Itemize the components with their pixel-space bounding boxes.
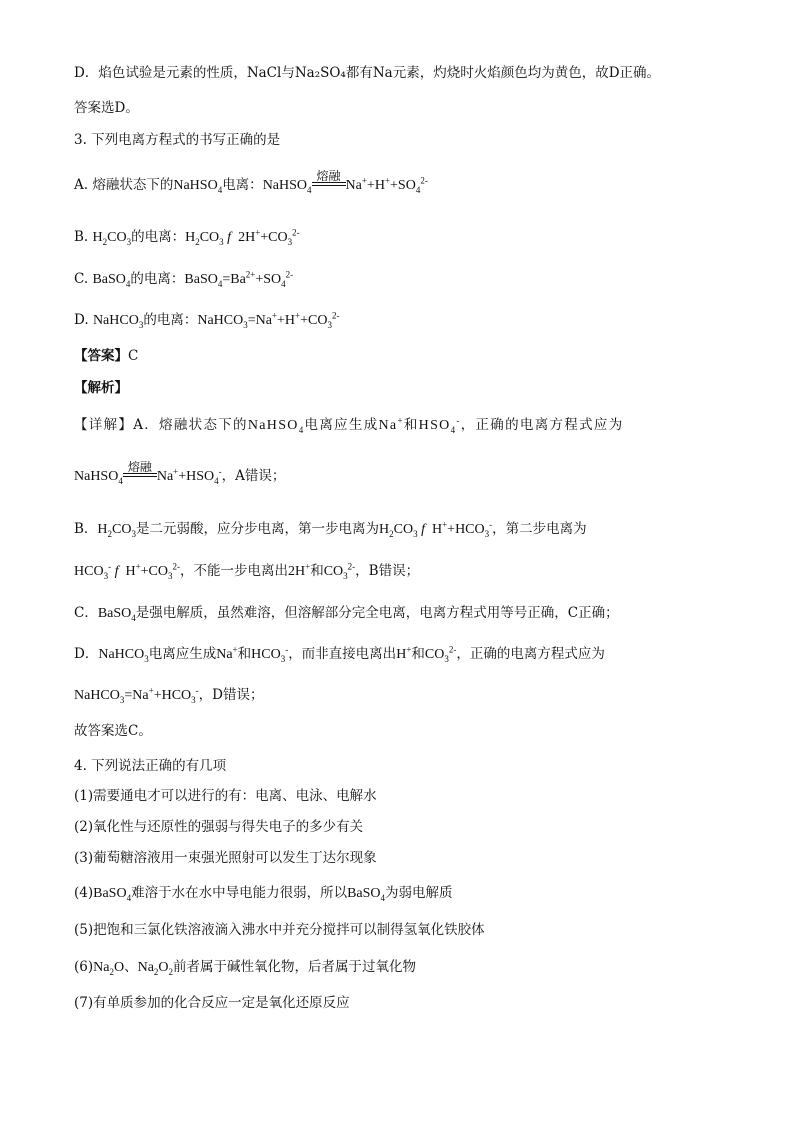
detail-d: D．NaHCO$_3$电离应生成Na+和$HCO_3^-$，而非直接电离出H+和$CO_3^{2-}$，正确的电离方程式应为 [74,644,605,664]
conclusion: 故答案选C。 [74,723,152,739]
question-3: 3. 下列电离方程式的书写正确的是 [74,132,281,148]
statement-3: (3)葡萄糖溶液用一束强光照射可以发生丁达尔现象 [74,850,377,866]
detail-c: C．BaSO$_4$是强电解质，虽然难溶，但溶解部分完全电离，电离方程式用等号正确，C正确； [74,605,619,623]
statement-2: (2)氧化性与还原性的强弱与得失电子的多少有关 [74,819,364,835]
text-line: 答案选D。 [74,100,139,116]
option-c: C. BaSO$_4$的电离：$BaSO_4=Ba^{2+}+SO_4^{2-}$ [74,269,294,289]
statement-5: (5)把饱和三氯化铁溶液滴入沸水中并充分搅拌可以制得氢氧化铁胶体 [74,922,485,938]
statement-7: (7)有单质参加的化合反应一定是氧化还原反应 [74,995,350,1011]
detail-b: B．$H_2CO_3$是二元弱酸，应分步电离，第一步电离为$H_2CO_3$ f $H^++HCO_3^-$，第二步电离为 [74,519,587,539]
melt-arrow: 熔融 [123,473,157,480]
detail-b-cont: $HCO_3^-$ f $H^++CO_3^{2-}$，不能一步电离出2H+和$CO_3^{2-}$，B错误； [74,561,420,581]
text-line: D．焰色试验是元素的性质，NaCl与Na₂SO₄都有Na元素，灼烧时火焰颜色均为黄色，故D正确。 [74,65,661,81]
option-a: A. 熔融状态下的NaHSO$_4$电离：NaHSO$_4$ 熔融 $Na^++H^++SO_4^{2-}$ [74,169,428,195]
detail-a: 【详解】A．熔融状态下的NaHSO$_4$电离应生成Na+和$HSO_4^-$，正确的电离方程式应为 [74,415,624,435]
detail-d-eq: $NaHCO_3=Na^++HCO_3^-$，D错误； [74,685,264,705]
option-d: D. NaHCO$_3$的电离：$NaHCO_3=Na^++H^++CO_3^{2-}$ [74,310,340,330]
statement-1: (1)需要通电才可以进行的有：电离、电泳、电解水 [74,788,377,804]
option-b: B. $H_2CO_3$的电离：$H_2CO_3$ f $2H^++CO_3^{2-}$ [74,227,300,247]
statement-4: (4)BaSO$_4$难溶于水在水中导电能力很弱，所以BaSO$_4$为弱电解质 [74,885,453,903]
answer: 【答案】C [74,348,139,364]
analysis-label: 【解析】 [74,380,128,396]
statement-6: $(6)Na_2O$、$Na_2O_2$前者属于碱性氧化物，后者属于过氧化物 [74,959,417,977]
detail-a-eq: NaHSO$_4$ 熔融 $Na^++HSO_4^-$，A错误； [74,460,286,486]
melt-arrow: 熔融 [312,182,346,189]
question-4: 4. 下列说法正确的有几项 [74,758,227,774]
